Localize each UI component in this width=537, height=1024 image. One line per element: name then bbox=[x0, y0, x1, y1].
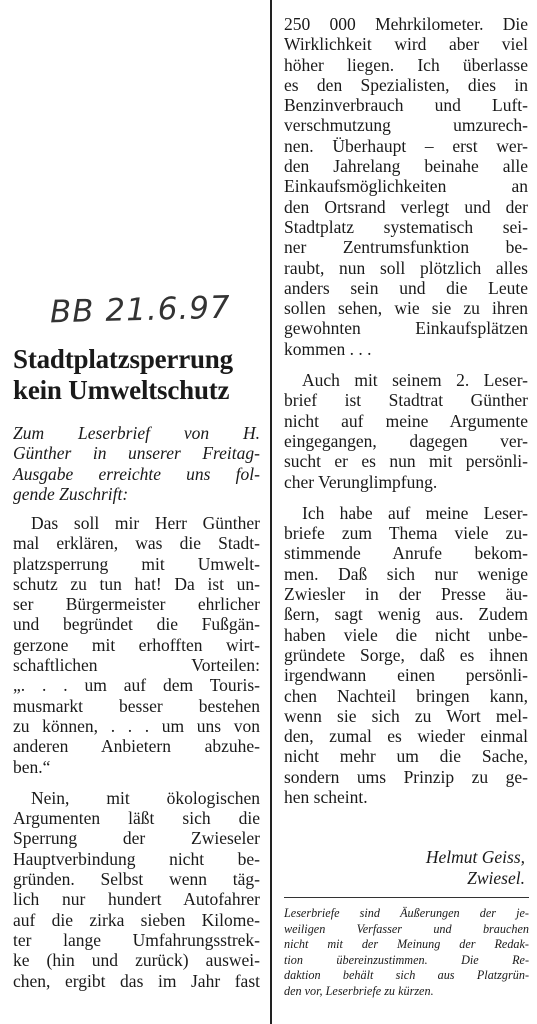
text-line: auf die zirka sieben Kilome- bbox=[13, 909, 260, 930]
text-line: „. . . um auf dem Touris- bbox=[13, 675, 260, 696]
intro-line: Ausgabe erreichte uns fol- bbox=[13, 463, 260, 484]
handwritten-date-note: BB 21.6.97 bbox=[49, 289, 232, 331]
article-intro bbox=[13, 423, 260, 504]
text-line: sondern ums Prinzip zu ge- bbox=[284, 766, 528, 787]
text-line: Nein, mit ökologischen bbox=[31, 787, 260, 808]
text-line: Auch mit seinem 2. Leser- bbox=[302, 370, 528, 391]
paragraph bbox=[284, 14, 528, 359]
author-signature bbox=[426, 847, 525, 889]
text-line: gerzone mit erhofften wirt- bbox=[13, 634, 260, 655]
text-line: ter lange Umfahrungsstrek- bbox=[13, 929, 260, 950]
text-line: hen scheint. bbox=[284, 786, 368, 807]
text-line: musmarkt besser bestehen bbox=[13, 695, 260, 716]
headline-line: kein Umweltschutz bbox=[13, 375, 230, 405]
article-headline bbox=[13, 344, 260, 406]
left-column-body bbox=[13, 513, 260, 991]
paragraph bbox=[13, 788, 260, 991]
text-line: haben viele die nicht unbe- bbox=[284, 624, 528, 645]
text-line: anders sein und die Leute bbox=[284, 277, 528, 298]
disclaimer-line: den vor, Leserbriefe zu kürzen. bbox=[284, 983, 434, 998]
text-line: nicht mehr um die Sache, bbox=[284, 746, 528, 767]
text-line: lich nur hundert Autofahrer bbox=[13, 889, 260, 910]
text-line: ke (hin und zurück) auswei- bbox=[13, 950, 260, 971]
text-line: den Jahrelang beinahe alle bbox=[284, 156, 528, 177]
disclaimer-line: tion übereinzustimmen. Die Re- bbox=[284, 952, 529, 967]
author-place: Zwiesel. bbox=[467, 868, 525, 888]
text-line: gewohnten Einkaufsplätzen bbox=[284, 318, 528, 339]
text-line: raubt, nun soll plötzlich alles bbox=[284, 257, 528, 278]
text-line: chen, ergibt das im Jahr fast bbox=[13, 970, 260, 991]
text-line: eingegangen, dagegen ver- bbox=[284, 430, 528, 451]
text-line: ben.“ bbox=[13, 756, 51, 777]
text-line: Stadtplatz systematisch sei- bbox=[284, 216, 528, 237]
text-line: nicht auf meine Argumente bbox=[284, 410, 528, 431]
text-line: schutz zu tun hat! Da ist un- bbox=[13, 573, 260, 594]
right-column-body bbox=[284, 14, 528, 807]
disclaimer-line: daktion behält sich aus Platzgrün- bbox=[284, 968, 529, 983]
disclaimer-line: weiligen Verfasser und brauchen bbox=[284, 921, 529, 936]
text-line: verschmutzung umzurech- bbox=[284, 115, 528, 136]
author-name: Helmut Geiss, bbox=[425, 847, 525, 867]
text-line: Argumenten läßt sich die bbox=[13, 808, 260, 829]
text-line: den Ortsrand verlegt und der bbox=[284, 196, 528, 217]
text-line: kommen . . . bbox=[284, 338, 372, 359]
text-line: und begründet die Fußgän- bbox=[13, 614, 260, 635]
editorial-disclaimer bbox=[284, 906, 529, 1000]
text-line: schaftlichen Vorteilen: bbox=[13, 655, 260, 676]
intro-line: gende Zuschrift: bbox=[13, 483, 129, 504]
text-line: Einkaufsmöglichkeiten an bbox=[284, 176, 528, 197]
text-line: briefe zum Thema viele zu- bbox=[284, 523, 528, 544]
text-line: Sperrung der Zwieseler bbox=[13, 828, 260, 849]
text-line: Benzinverbrauch und Luft- bbox=[284, 95, 528, 116]
text-line: chen Nachteil bringen kann, bbox=[284, 685, 528, 706]
text-line: 250 000 Mehrkilometer. Die bbox=[284, 14, 528, 34]
text-line: Ich habe auf meine Leser- bbox=[302, 502, 528, 523]
text-line: anderen Anbietern abzuhe- bbox=[13, 736, 260, 757]
text-line: ßern, sagt wenig aus. Zudem bbox=[284, 604, 528, 625]
text-line: men. Daß sich nur wenige bbox=[284, 563, 528, 584]
text-line: brief ist Stadtrat Günther bbox=[284, 390, 528, 411]
intro-line: Zum Leserbrief von H. bbox=[13, 423, 260, 443]
text-line: den, zumal es wieder einmal bbox=[284, 726, 528, 747]
text-line: sollen sehen, wie sie zu ihren bbox=[284, 298, 528, 319]
text-line: es den Spezialisten, dies in bbox=[284, 74, 528, 95]
paragraph bbox=[284, 503, 528, 807]
disclaimer-line: nicht mit der Meinung der Redak- bbox=[284, 937, 529, 952]
text-line: zu können, . . . um uns von bbox=[13, 715, 260, 736]
text-line: Hauptverbindung nicht be- bbox=[13, 848, 260, 869]
text-line: ner Zentrumsfunktion be- bbox=[284, 237, 528, 258]
text-line: Das soll mir Herr Günther bbox=[31, 513, 260, 533]
text-line: platzsperrung mit Umwelt- bbox=[13, 553, 260, 574]
text-line: wenn sie sich zu Wort mel- bbox=[284, 705, 528, 726]
text-line: nen. Überhaupt – erst wer- bbox=[284, 135, 528, 156]
paragraph bbox=[284, 370, 528, 492]
text-line: sucht er es nun mit persönli- bbox=[284, 451, 528, 472]
text-line: mal erklären, was die Stadt- bbox=[13, 533, 260, 554]
disclaimer-line: Leserbriefe sind Äußerungen der je- bbox=[284, 906, 529, 920]
disclaimer-divider bbox=[284, 897, 529, 898]
text-line: höher liegen. Ich überlasse bbox=[284, 54, 528, 75]
column-divider bbox=[270, 0, 272, 1024]
text-line: irgendwann einen persönli- bbox=[284, 665, 528, 686]
text-line: gründen. Selbst wenn täg- bbox=[13, 869, 260, 890]
headline-line: Stadtplatzsperrung bbox=[13, 344, 233, 374]
paragraph bbox=[13, 513, 260, 777]
text-line: stimmende Anrufe bekom- bbox=[284, 543, 528, 564]
text-line: Wirklichkeit wird aber viel bbox=[284, 34, 528, 55]
text-line: Zwiesler in der Presse äu- bbox=[284, 584, 528, 605]
text-line: cher Verunglimpfung. bbox=[284, 471, 438, 492]
intro-line: Günther in unserer Freitag- bbox=[13, 443, 260, 464]
text-line: gründete Sorge, daß es ihnen bbox=[284, 644, 528, 665]
text-line: ser Bürgermeister ehrlicher bbox=[13, 594, 260, 615]
